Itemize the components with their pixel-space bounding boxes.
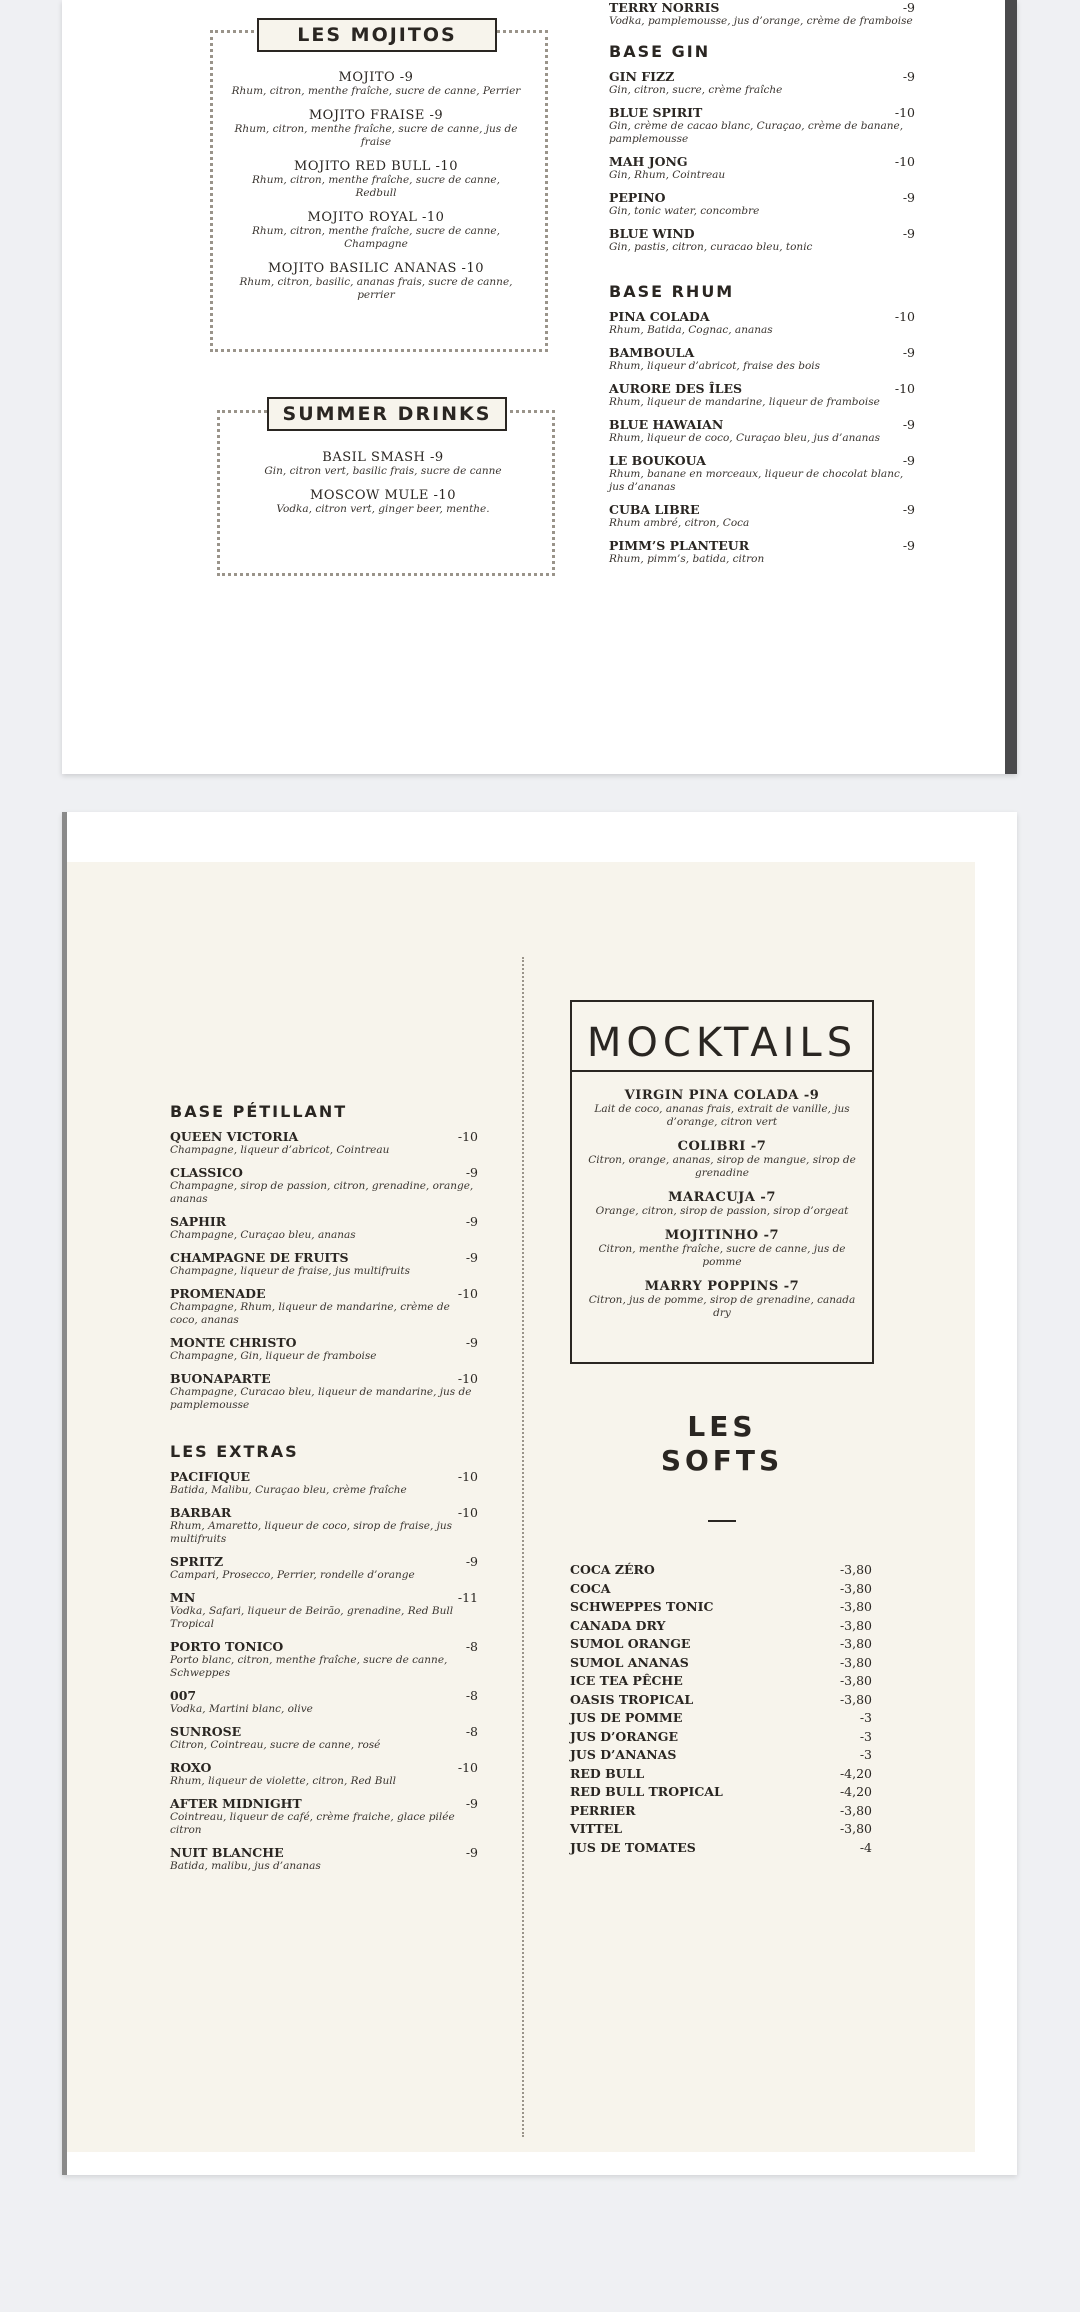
menu-item (609, 226, 915, 254)
item-name: BAMBOULA (609, 345, 695, 360)
item-name: CUBA LIBRE (609, 502, 700, 517)
item-price: -10 (894, 381, 915, 396)
item-price: -10 (894, 105, 915, 120)
item-desc: Champagne, liqueur d’abricot, Cointreau (170, 1144, 390, 1156)
item-name: CANADA DRY (570, 1617, 666, 1633)
menu-item (609, 154, 915, 182)
menu-item (609, 190, 915, 218)
section-title: BASE GIN (609, 42, 711, 61)
item-name: SUMOL ORANGE (570, 1636, 691, 1651)
item-name: SUNROSE (170, 1724, 242, 1739)
menu-item (170, 1505, 478, 1546)
item-name: COLIBRI -7 (677, 1139, 767, 1154)
cocktail-item (237, 450, 529, 478)
item-desc: Champagne, liqueur de fraise, jus multifruits (170, 1265, 411, 1277)
section-title: BASE PÉTILLANT (170, 1102, 348, 1121)
item-price: -10 (457, 1129, 478, 1144)
item-name: PORTO TONICO (170, 1639, 284, 1654)
page1-right-column (609, 0, 915, 574)
item-name: BLUE SPIRIT (609, 105, 703, 120)
mocktail-item (580, 1139, 864, 1180)
item-price: -9 (465, 1250, 478, 1265)
menu-item (609, 417, 915, 445)
item-name: AURORE DES ÎLES (609, 381, 743, 396)
menu-page-2 (62, 812, 1017, 2175)
item-desc: Rhum, liqueur de mandarine, liqueur de framboise (609, 396, 880, 408)
menu-item (170, 1554, 478, 1582)
soft-item (570, 1729, 872, 1748)
mocktail-item (580, 1279, 864, 1320)
item-name: COCA ZÉRO (570, 1562, 655, 1577)
soft-item (570, 1618, 872, 1637)
menu-item (170, 1724, 478, 1752)
menu-item (170, 1371, 478, 1412)
item-name: VITTEL (570, 1821, 623, 1836)
item-name: BARBAR (170, 1505, 232, 1520)
item-name: MARRY POPPINS -7 (644, 1279, 800, 1294)
menu-item (170, 1639, 478, 1680)
item-price: -10 (457, 1760, 478, 1775)
menu-page-1 (62, 0, 1017, 774)
item-price: -9 (902, 226, 915, 241)
item-desc: Orange, citron, sirop de passion, sirop d’orgeat (595, 1205, 849, 1217)
softs-title (627, 1410, 817, 1478)
item-desc: Gin, citron vert, basilic frais, sucre de canne (264, 465, 502, 477)
item-name: ICE TEA PÊCHE (570, 1673, 683, 1688)
menu-item (170, 1688, 478, 1716)
item-name: BUONAPARTE (170, 1371, 271, 1386)
item-name: SPRITZ (170, 1554, 224, 1569)
item-name: MOJITINHO -7 (664, 1228, 780, 1243)
item-price: -10 (894, 309, 915, 324)
item-name: ROXO (170, 1760, 212, 1775)
item-desc: Champagne, sirop de passion, citron, grenadine, orange, ananas (170, 1180, 474, 1205)
item-price: -10 (457, 1286, 478, 1301)
softs-list (570, 1562, 872, 1858)
item-price: -9 (902, 502, 915, 517)
item-name: JUS D’ORANGE (570, 1728, 678, 1744)
item-price: -8 (465, 1724, 478, 1739)
item-name: PERRIER (570, 1802, 636, 1818)
item-price: -3 (859, 1728, 872, 1744)
mojitos-title: LES MOJITOS (257, 18, 497, 52)
item-name: AFTER MIDNIGHT (170, 1796, 302, 1811)
item-desc: Champagne, Gin, liqueur de framboise (170, 1350, 377, 1362)
item-desc: Rhum, Batida, Cognac, ananas (609, 324, 773, 336)
item-desc: Champagne, Curacao bleu, liqueur de mandarine, jus de pamplemousse (170, 1386, 472, 1411)
menu-item (170, 1845, 478, 1873)
section-title: BASE RHUM (609, 282, 735, 301)
soft-item (570, 1840, 872, 1859)
item-desc: Champagne, Rhum, liqueur de mandarine, crème de coco, ananas (170, 1301, 450, 1326)
item-desc: Rhum, citron, menthe fraîche, sucre de canne, Champagne (252, 225, 500, 250)
item-desc: Rhum, liqueur d’abricot, fraise des bois (609, 360, 821, 372)
menu-item (609, 502, 915, 530)
item-desc: Gin, pastis, citron, curacao bleu, tonic (609, 241, 813, 253)
soft-item (570, 1636, 872, 1655)
item-price: -10 (457, 1505, 478, 1520)
item-desc: Vodka, citron vert, ginger beer, menthe. (276, 503, 490, 515)
mocktails-title: MOCKTAILS (572, 1002, 872, 1072)
item-name: MONTE CHRISTO (170, 1335, 297, 1350)
soft-item (570, 1581, 872, 1600)
item-price: -3,80 (839, 1599, 872, 1614)
menu-item (609, 345, 915, 373)
item-name: JUS D’ANANAS (570, 1747, 677, 1762)
item-name: SCHWEPPES TONIC (570, 1599, 714, 1614)
soft-item (570, 1562, 872, 1581)
item-name: PINA COLADA (609, 309, 710, 324)
menu-item (609, 453, 915, 494)
item-desc: Gin, tonic water, concombre (609, 205, 760, 217)
item-desc: Gin, crème de cacao blanc, Curaçao, crème de banane, pamplemousse (609, 120, 904, 145)
item-desc: Lait de coco, ananas frais, extrait de vanille, jus d’orange, citron vert (594, 1103, 850, 1128)
soft-item (570, 1599, 872, 1618)
item-name: PACIFIQUE (170, 1469, 251, 1484)
mocktail-item (580, 1088, 864, 1129)
item-name: MOSCOW MULE -10 (310, 488, 456, 503)
item-name: 007 (170, 1688, 197, 1703)
item-name: RED BULL (570, 1765, 645, 1781)
item-name: CHAMPAGNE DE FRUITS (170, 1250, 349, 1265)
item-name: MOJITO ROYAL -10 (307, 210, 445, 225)
soft-item (570, 1673, 872, 1692)
item-price: -9 (465, 1796, 478, 1811)
item-price: -10 (894, 154, 915, 169)
item-name: MOJITO -9 (338, 70, 414, 85)
item-price: -9 (465, 1554, 478, 1569)
item-price: -9 (902, 345, 915, 360)
item-name: SUMOL ANANAS (570, 1654, 689, 1670)
item-desc: Gin, Rhum, Cointreau (609, 169, 726, 181)
item-price: -3,80 (839, 1636, 872, 1651)
item-desc: Rhum, citron, menthe fraîche, sucre de canne, Redbull (252, 174, 500, 199)
item-price: -11 (457, 1590, 478, 1605)
item-price: -9 (902, 0, 915, 15)
menu-item (170, 1214, 478, 1242)
item-desc: Rhum, liqueur de violette, citron, Red Bull (170, 1775, 396, 1787)
item-name: MOJITO RED BULL -10 (294, 159, 458, 174)
soft-item (570, 1784, 872, 1803)
cocktail-item (230, 210, 522, 251)
soft-item (570, 1710, 872, 1729)
item-desc: Vodka, pamplemousse, jus d’orange, crème de framboise (609, 15, 913, 27)
section-title: LES EXTRAS (170, 1442, 299, 1461)
item-desc: Rhum, pimm’s, batida, citron (609, 553, 765, 565)
summer-list (237, 450, 529, 526)
menu-item (609, 538, 915, 566)
item-price: -3,80 (839, 1617, 872, 1633)
softs-title-line1: LES (687, 1410, 757, 1443)
item-name: TERRY NORRIS (609, 0, 720, 15)
menu-item (170, 1129, 478, 1157)
item-desc: Batida, Malibu, Curaçao bleu, crème fraîche (170, 1484, 407, 1496)
item-price: -3,80 (839, 1821, 872, 1836)
menu-item (170, 1590, 478, 1631)
item-name: VIRGIN PINA COLADA -9 (624, 1088, 820, 1103)
soft-item (570, 1655, 872, 1674)
item-name: QUEEN VICTORIA (170, 1129, 299, 1144)
item-desc: Citron, orange, ananas, sirop de mangue, sirop de grenadine (588, 1154, 856, 1179)
page2-left-column (170, 1102, 478, 1881)
item-name: LE BOUKOUA (609, 453, 706, 468)
item-price: -3,80 (839, 1802, 872, 1818)
item-desc: Vodka, Martini blanc, olive (170, 1703, 313, 1715)
menu-item (609, 381, 915, 409)
item-name: MN (170, 1590, 196, 1605)
cocktail-item (230, 70, 522, 98)
item-name: NUIT BLANCHE (170, 1845, 284, 1860)
cocktail-item (230, 159, 522, 200)
item-name: COCA (570, 1580, 611, 1596)
item-name: BASIL SMASH -9 (322, 450, 444, 465)
item-desc: Porto blanc, citron, menthe fraîche, sucre de canne, Schweppes (170, 1654, 448, 1679)
item-desc: Cointreau, liqueur de café, crème fraiche, glace pilée citron (170, 1811, 455, 1836)
menu-item (170, 1469, 478, 1497)
mocktails-box (570, 1000, 874, 1364)
item-price: -9 (902, 417, 915, 432)
item-price: -9 (902, 538, 915, 553)
item-price: -8 (465, 1639, 478, 1654)
item-desc: Rhum, banane en morceaux, liqueur de chocolat blanc, jus d’ananas (609, 468, 904, 493)
menu-sheet (67, 862, 975, 2152)
item-price: -10 (457, 1371, 478, 1386)
item-desc: Batida, malibu, jus d’ananas (170, 1860, 321, 1872)
item-price: -4,20 (839, 1784, 872, 1799)
menu-item (609, 309, 915, 337)
menu-item (609, 69, 915, 97)
item-name: MARACUJA -7 (668, 1190, 776, 1205)
item-price: -9 (465, 1214, 478, 1229)
mocktail-item (580, 1190, 864, 1218)
item-name: SAPHIR (170, 1214, 227, 1229)
item-name: PEPINO (609, 190, 666, 205)
item-name: MAH JONG (609, 154, 688, 169)
item-desc: Rhum, citron, basilic, ananas frais, sucre de canne, perrier (239, 276, 513, 301)
soft-item (570, 1821, 872, 1840)
item-price: -9 (465, 1845, 478, 1860)
softs-title-line2: SOFTS (660, 1444, 784, 1477)
item-price: -3 (859, 1710, 872, 1725)
item-desc: Rhum, citron, menthe fraîche, sucre de canne, Perrier (231, 85, 521, 97)
item-name: CLASSICO (170, 1165, 243, 1180)
soft-item (570, 1692, 872, 1711)
item-price: -4,20 (839, 1765, 872, 1781)
item-desc: Rhum ambré, citron, Coca (609, 517, 750, 529)
item-price: -4 (859, 1839, 872, 1855)
mocktail-item (580, 1228, 864, 1269)
item-desc: Citron, menthe fraîche, sucre de canne, jus de pomme (598, 1243, 846, 1268)
item-price: -3,80 (839, 1562, 872, 1577)
cocktail-item (230, 108, 522, 149)
item-price: -9 (902, 453, 915, 468)
item-price: -8 (465, 1688, 478, 1703)
item-name: GIN FIZZ (609, 69, 675, 84)
soft-item (570, 1803, 872, 1822)
item-desc: Rhum, Amaretto, liqueur de coco, sirop de fraise, jus multifruits (170, 1520, 453, 1545)
item-price: -3 (859, 1747, 872, 1762)
softs-divider (708, 1520, 736, 1522)
item-price: -10 (457, 1469, 478, 1484)
item-name: PROMENADE (170, 1286, 266, 1301)
item-desc: Citron, Cointreau, sucre de canne, rosé (170, 1739, 381, 1751)
item-desc: Campari, Prosecco, Perrier, rondelle d’orange (170, 1569, 415, 1581)
item-price: -3,80 (839, 1580, 872, 1596)
item-name: PIMM’S PLANTEUR (609, 538, 750, 553)
item-name: JUS DE TOMATES (570, 1839, 696, 1855)
soft-item (570, 1747, 872, 1766)
item-name: JUS DE POMME (570, 1710, 683, 1725)
item-desc: Rhum, citron, menthe fraîche, sucre de canne, jus de fraise (234, 123, 518, 148)
scrollbar[interactable] (1005, 0, 1017, 774)
menu-item (170, 1250, 478, 1278)
item-price: -3,80 (839, 1691, 872, 1707)
cocktail-item (230, 261, 522, 302)
item-name: MOJITO BASILIC ANANAS -10 (268, 261, 484, 276)
item-desc: Rhum, liqueur de coco, Curaçao bleu, jus d’ananas (609, 432, 881, 444)
item-price: -3,80 (839, 1673, 872, 1688)
item-desc: Champagne, Curaçao bleu, ananas (170, 1229, 356, 1241)
item-price: -9 (902, 69, 915, 84)
item-name: BLUE WIND (609, 226, 695, 241)
item-price: -9 (465, 1165, 478, 1180)
item-name: MOJITO FRAISE -9 (308, 108, 444, 123)
item-name: OASIS TROPICAL (570, 1691, 694, 1707)
cocktail-item (237, 488, 529, 516)
menu-item (609, 0, 915, 28)
summer-title: SUMMER DRINKS (267, 397, 507, 431)
item-price: -3,80 (839, 1654, 872, 1670)
item-desc: Gin, citron, sucre, crème fraîche (609, 84, 783, 96)
menu-item (170, 1165, 478, 1206)
column-divider (522, 957, 524, 2137)
menu-item (609, 105, 915, 146)
item-price: -9 (902, 190, 915, 205)
item-name: RED BULL TROPICAL (570, 1784, 723, 1799)
item-desc: Vodka, Safari, liqueur de Beirão, grenadine, Red Bull Tropical (170, 1605, 454, 1630)
item-name: BLUE HAWAIAN (609, 417, 724, 432)
menu-item (170, 1760, 478, 1788)
menu-item (170, 1335, 478, 1363)
mojitos-list (230, 70, 522, 312)
item-price: -9 (465, 1335, 478, 1350)
mocktails-list (572, 1072, 872, 1320)
item-desc: Citron, jus de pomme, sirop de grenadine, canada dry (588, 1294, 856, 1319)
soft-item (570, 1766, 872, 1785)
menu-item (170, 1286, 478, 1327)
menu-item (170, 1796, 478, 1837)
